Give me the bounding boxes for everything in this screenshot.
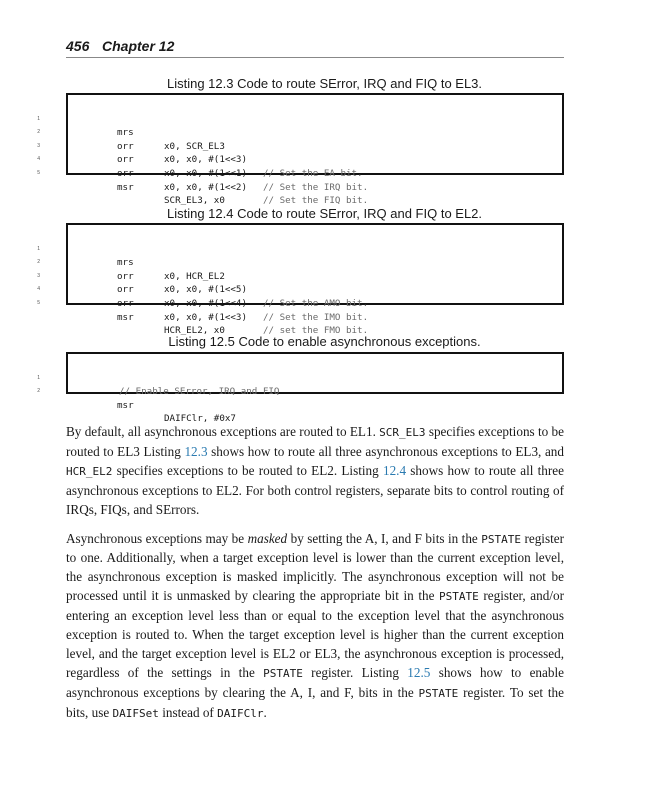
inline-code: DAIFSet [112,706,159,720]
code-args: SCR_EL3, x0 [164,195,225,207]
line-number: 5 [37,169,40,176]
code-args: x0, x0, #(1<<1) [164,167,247,179]
text: shows how to route all three asynchronous exceptions to EL3, and [207,443,564,459]
code-args: x0, x0, #(1<<3) [164,311,247,323]
line-number: 3 [37,272,40,279]
listing-12-5 [37,352,564,425]
code-args: DAIFClr, #0x7 [164,413,236,425]
code-args: x0, x0, #(1<<2) [164,181,247,193]
inline-code: HCR_EL2 [66,464,113,478]
text: shows how to enable asynchronous exceptions by clearing the A, I, and F, bits in the [66,664,564,700]
text: register. To set the bits, use [66,684,564,720]
text: instead of [158,704,218,720]
text: . [263,704,267,720]
body-text [66,423,564,734]
listing-ref-link[interactable]: 12.4 [382,462,407,478]
code-comment: // set the FMO bit. [263,325,369,337]
emphasis: masked [247,530,288,546]
header-rule [66,57,564,58]
code-op: orr [117,297,134,309]
line-number: 3 [37,142,40,149]
code-comment: // Set the FIQ bit. [263,195,369,207]
listing-12-4 [37,223,564,337]
text: shows how to route all three asynchronous exceptions to EL2. For both control registers, separate bits to control routing of IRQs, FIQs, and SErrors. [66,462,564,517]
code-op: orr [117,154,134,166]
text: specifies exceptions to be routed to EL3 Listing [66,424,564,459]
listing-12-4-caption: Listing 12.4 Code to route SError, IRQ and FIQ to EL2. [166,206,483,221]
line-number: 5 [37,299,40,306]
paragraph-routing [66,423,564,520]
text: Asynchronous exceptions may be [66,530,248,546]
code-line [37,358,562,398]
listing-12-5-caption: Listing 12.5 Code to enable asynchronous exceptions. [168,334,481,349]
inline-code: PSTATE [418,686,459,700]
paragraph-masking [66,530,564,724]
code-op: orr [117,270,134,282]
listing-12-3-caption: Listing 12.3 Code to route SError, IRQ and FIQ to EL3. [166,76,483,91]
text: register, and/or entering an exception level less than or equal to the exception level that the asynchronous exception is routed to. When the target exception level is higher than the current exception level, and the target exception level is EL2 or EL3, the asynchronous exception is processed, regardless of the settings in the [66,588,564,680]
line-number: 1 [37,115,40,122]
code-args: x0, SCR_EL3 [164,140,225,152]
page-number: 456 [66,38,90,54]
code-op: mrs [117,127,134,139]
line-number: 2 [37,259,40,266]
inline-code: SCR_EL3 [379,426,426,439]
line-number: 2 [37,388,40,395]
code-comment: // Set the EA bit. [263,167,363,179]
inline-code: PSTATE [439,590,479,604]
inline-code: DAIFClr [217,706,264,720]
running-header [66,36,564,56]
code-comment: // Set the IMO bit. [263,311,369,323]
code-args: HCR_EL2, x0 [164,325,225,337]
code-args: x0, x0, #(1<<5) [164,284,247,296]
inline-code: PSTATE [481,532,521,546]
code-op: msr [117,181,134,193]
listing-12-3 [37,93,564,207]
text: register. Listing [302,664,408,680]
text: register to one. Additionally, when a target exception level is lower than the current exception level, the asynchronous exception is masked implicitly. The asynchronous exception will not be processed until it is unmasked by clearing the appropriate bit in the [66,530,564,604]
line-number: 1 [37,245,40,252]
line-number: 4 [37,286,40,293]
code-comment: // Set the AMO bit. [263,297,369,309]
code-comment: // Set the IRQ bit. [263,181,369,193]
code-args: x0, HCR_EL2 [164,270,225,282]
code-op: orr [117,284,134,296]
code-args: x0, x0, #(1<<3) [164,154,247,166]
line-number: 4 [37,156,40,163]
code-op: msr [117,311,134,323]
line-number: 1 [37,374,40,381]
code-op: orr [117,167,134,179]
code-op: msr [117,399,134,411]
inline-code: PSTATE [263,666,303,680]
line-number: 2 [37,129,40,136]
code-comment: // Enable SError, IRQ and FIQ [119,386,280,398]
text: by setting the A, I, and F bits in the [287,530,482,546]
code-op: mrs [117,257,134,269]
code-op: orr [117,140,134,152]
listing-ref-link[interactable]: 12.5 [407,664,431,680]
text: By default, all asynchronous exceptions are routed to EL1. [66,424,380,439]
text: specifies exceptions to be routed to EL2. Listing [112,462,383,478]
chapter-title: Chapter 12 [102,38,175,54]
code-args: x0, x0, #(1<<4) [164,297,247,309]
listing-ref-link[interactable]: 12.3 [184,443,208,459]
